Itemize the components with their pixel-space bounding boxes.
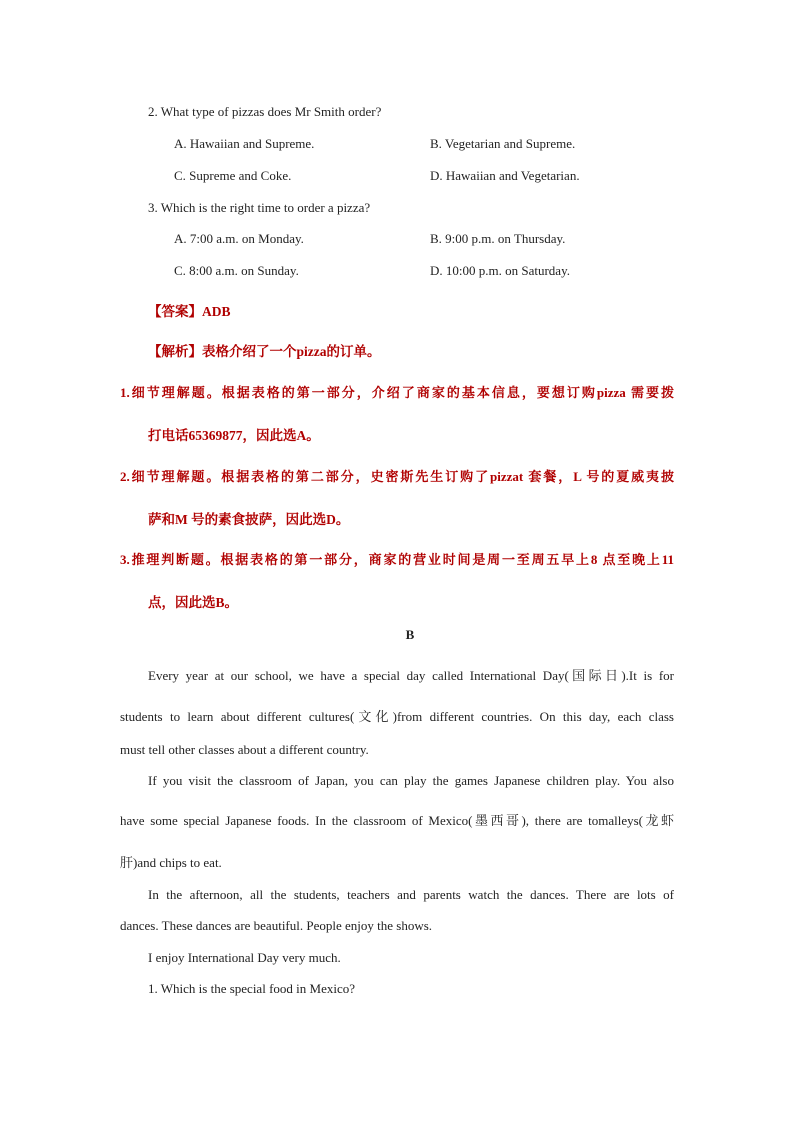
passage-para-4: I enjoy International Day very much. xyxy=(148,950,341,965)
analysis-point-1-line-2: 打电话65369877，因此选A。 xyxy=(148,428,320,443)
analysis-intro: 【解析】表格介绍了一个pizza的订单。 xyxy=(148,344,381,359)
q3-option-c: C. 8:00 a.m. on Sunday. xyxy=(174,263,299,278)
q3-option-d: D. 10:00 p.m. on Saturday. xyxy=(430,263,570,278)
passage-para-1-line-2: students to learn about different cultures(文化)from different countries. On this day, each class xyxy=(120,709,674,724)
q2-option-b: B. Vegetarian and Supreme. xyxy=(430,136,576,151)
question-3: 3. Which is the right time to order a pizza? xyxy=(148,200,371,215)
passage-question-1: 1. Which is the special food in Mexico? xyxy=(148,981,355,996)
analysis-point-1-line-1: 1.细节理解题。根据表格的第一部分，介绍了商家的基本信息，要想订购pizza 需要拨 xyxy=(120,385,674,400)
question-2: 2. What type of pizzas does Mr Smith order? xyxy=(148,104,382,119)
passage-para-2-line-1: If you visit the classroom of Japan, you can play the games Japanese children play. You also xyxy=(148,773,674,788)
analysis-point-2-line-1: 2.细节理解题。根据表格的第二部分，史密斯先生订购了pizzat 套餐，L 号的夏威夷披 xyxy=(120,469,674,484)
passage-para-3-line-2: dances. These dances are beautiful. People enjoy the shows. xyxy=(120,918,433,933)
passage-para-2-line-3: 肝)and chips to eat. xyxy=(120,855,222,870)
q2-option-c: C. Supreme and Coke. xyxy=(174,168,292,183)
passage-para-3-line-1: In the afternoon, all the students, teachers and parents watch the dances. There are lots of xyxy=(148,887,674,902)
passage-para-1-line-3: must tell other classes about a different country. xyxy=(120,742,369,757)
section-heading: B xyxy=(405,627,415,642)
q2-option-d: D. Hawaiian and Vegetarian. xyxy=(430,168,580,183)
analysis-point-3-line-2: 点，因此选B。 xyxy=(148,595,239,610)
q3-option-b: B. 9:00 p.m. on Thursday. xyxy=(430,231,566,246)
q2-option-a: A. Hawaiian and Supreme. xyxy=(174,136,315,151)
analysis-point-2-line-2: 萨和M 号的素食披萨，因此选D。 xyxy=(148,512,350,527)
q3-option-a: A. 7:00 a.m. on Monday. xyxy=(174,231,304,246)
passage-para-1-line-1: Every year at our school, we have a special day called International Day(国际日).It is for xyxy=(148,668,674,683)
analysis-point-3-line-1: 3.推理判断题。根据表格的第一部分，商家的营业时间是周一至周五早上8 点至晚上11 xyxy=(120,552,674,567)
answer-line: 【答案】ADB xyxy=(148,304,231,319)
passage-para-2-line-2: have some special Japanese foods. In the classroom of Mexico(墨西哥), there are tomalleys(龙虾 xyxy=(120,813,674,828)
